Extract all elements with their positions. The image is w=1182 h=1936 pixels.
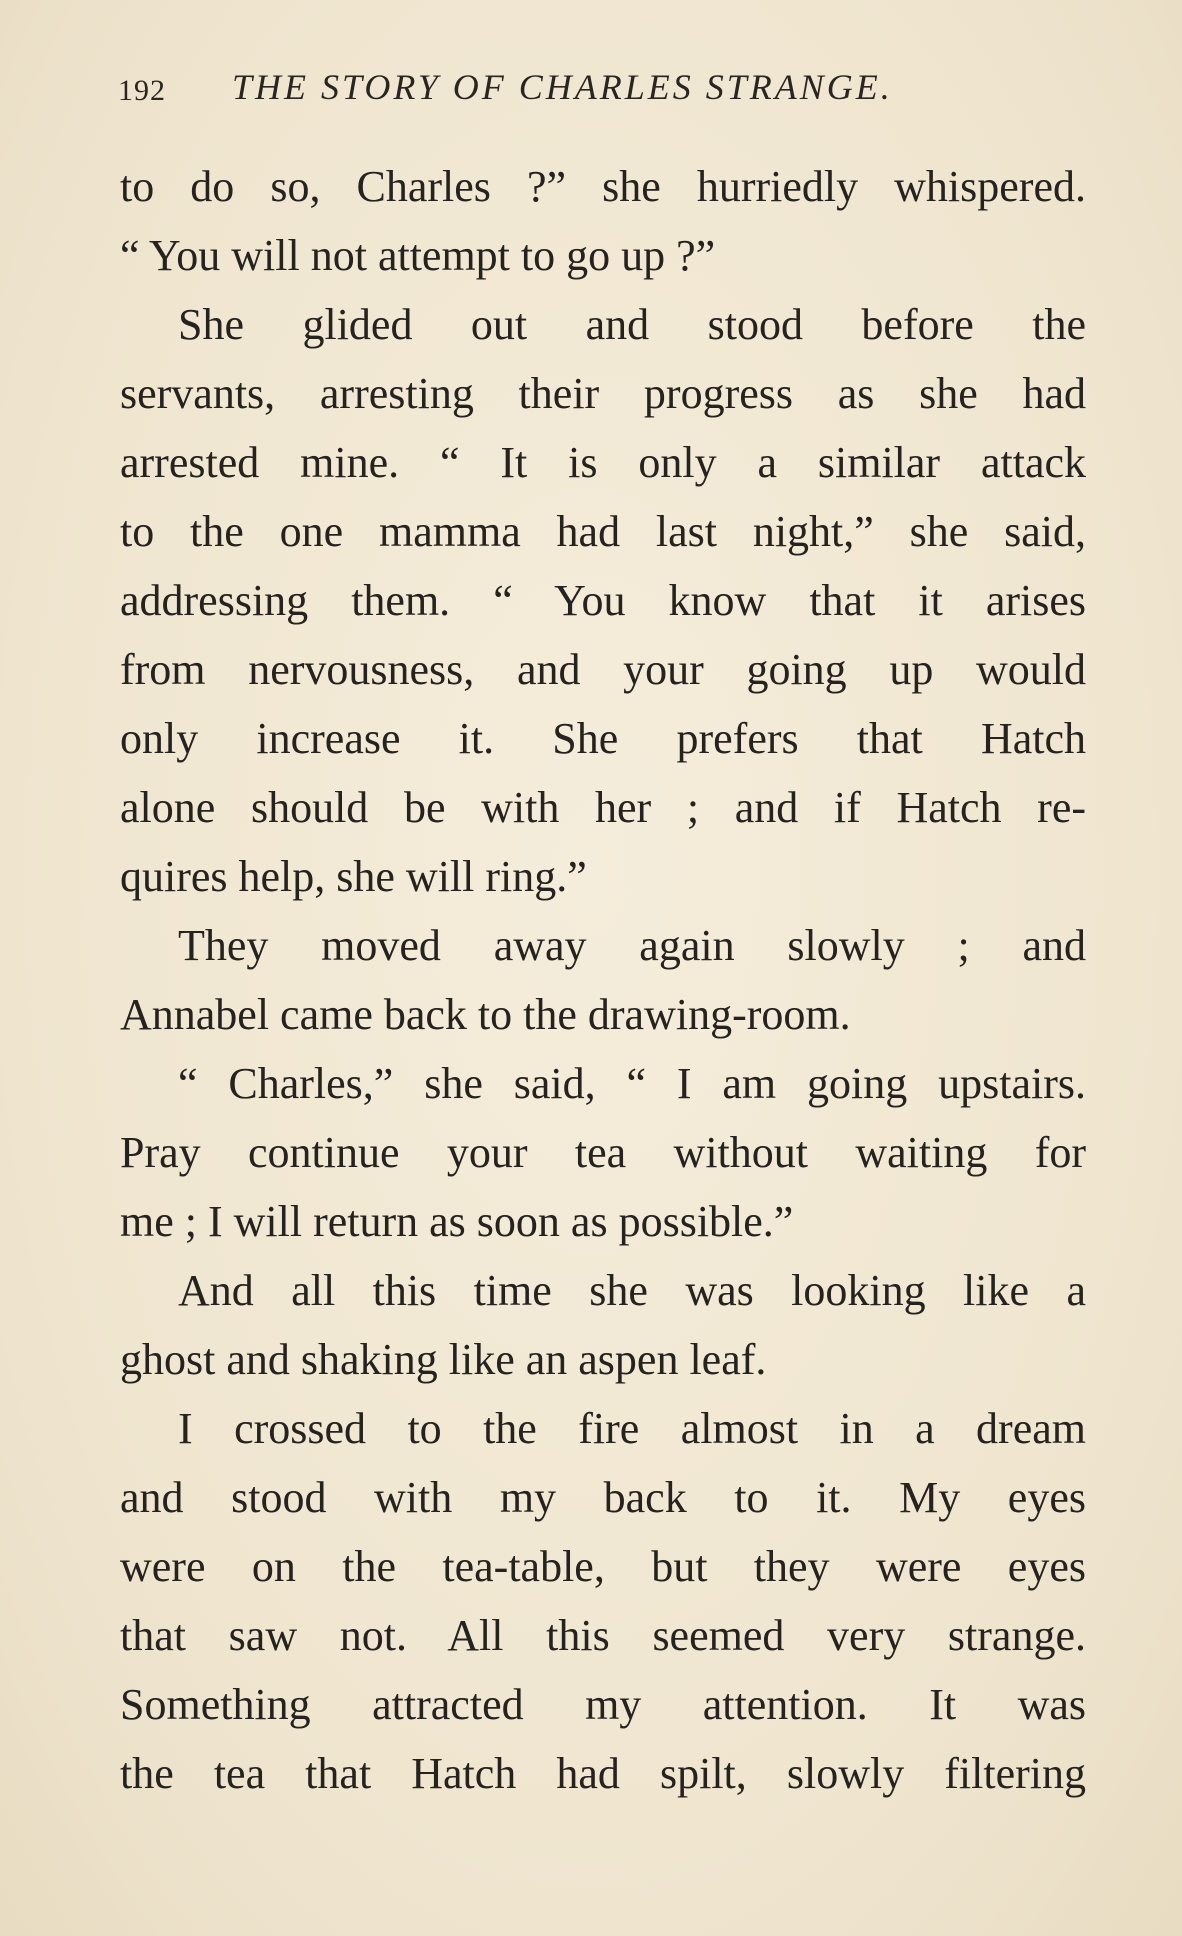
text-line: arrested mine. “ It is only a similar attack [120,438,1086,487]
text-line: that saw not. All this seemed very strange. [120,1611,1086,1660]
text-line: “ Charles,” she said, “ I am going upstairs. [178,1059,1086,1108]
text-line: only increase it. She prefers that Hatch [120,714,1086,763]
page-number: 192 [118,74,166,107]
text-line: servants, arresting their progress as she had [120,369,1086,418]
text-line: to the one mamma had last night,” she said, [120,507,1086,556]
text-line: Something attracted my attention. It was [120,1680,1086,1729]
text-line: me ; I will return as soon as possible.” [120,1197,794,1246]
text-line: I crossed to the fire almost in a dream [178,1404,1086,1453]
text-line: She glided out and stood before the [178,300,1086,349]
text-line: were on the tea-table, but they were eyes [120,1542,1086,1591]
text-line: “ You will not attempt to go up ?” [120,231,716,280]
text-line: ghost and shaking like an aspen leaf. [120,1335,767,1384]
book-title: THE STORY OF CHARLES STRANGE. [232,67,893,107]
text-line: And all this time she was looking like a [178,1266,1086,1315]
text-line: the tea that Hatch had spilt, slowly filtering [120,1749,1086,1798]
text-line: alone should be with her ; and if Hatch re- [120,783,1086,832]
text-line: from nervousness, and your going up would [120,645,1086,694]
text-line: addressing them. “ You know that it arises [120,576,1086,625]
text-line: to do so, Charles ?” she hurriedly whispered. [120,162,1086,211]
text-line: and stood with my back to it. My eyes [120,1473,1086,1522]
running-head [118,66,1078,122]
body-text [120,152,1086,1808]
text-line: Pray continue your tea without waiting for [120,1128,1086,1177]
text-line: quires help, she will ring.” [120,852,587,901]
text-line: They moved away again slowly ; and [178,921,1086,970]
text-line: Annabel came back to the drawing-room. [120,990,851,1039]
